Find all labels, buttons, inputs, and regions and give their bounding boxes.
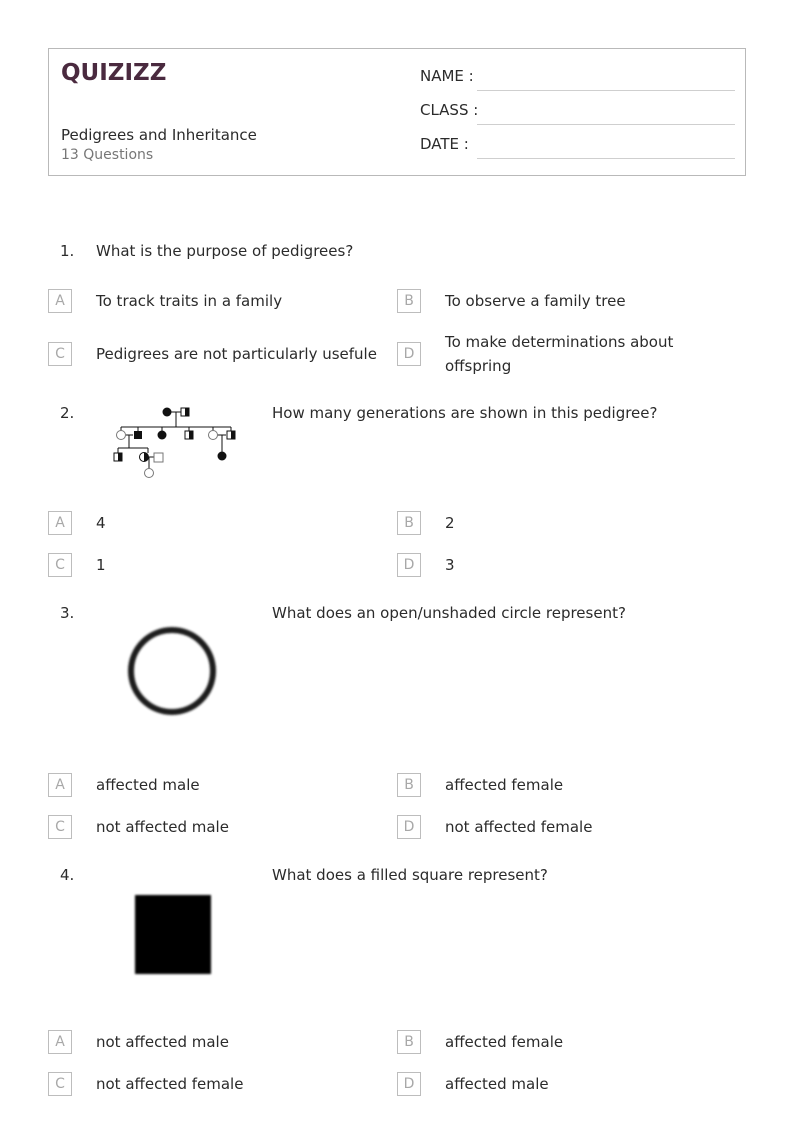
option-letter: C: [48, 815, 72, 839]
option-text: To track traits in a family: [96, 292, 283, 310]
filled-square-image: [112, 876, 232, 994]
option-text: not affected male: [96, 818, 229, 836]
class-field[interactable]: [420, 101, 735, 125]
question-text: How many generations are shown in this pedigree?: [272, 404, 658, 422]
option-letter: B: [397, 1030, 421, 1054]
option-letter: B: [397, 511, 421, 535]
option-letter: A: [48, 511, 72, 535]
option-letter: A: [48, 1030, 72, 1054]
question-text: What is the purpose of pedigrees?: [96, 242, 354, 260]
question-number: 1.: [60, 242, 75, 260]
option-text: To make determinations about offspring: [445, 333, 674, 375]
question-number: 2.: [60, 404, 75, 422]
name-field[interactable]: [420, 67, 735, 91]
option-letter: B: [397, 773, 421, 797]
option-text: not affected male: [96, 1033, 229, 1051]
option-text: affected male: [445, 1075, 549, 1093]
option-letter: C: [48, 342, 72, 366]
option-text: 3: [445, 556, 455, 574]
option-letter: D: [397, 342, 421, 366]
class-line[interactable]: [477, 124, 735, 125]
option-text: 1: [96, 556, 106, 574]
date-label: DATE :: [420, 135, 469, 153]
question-text: What does a filled square represent?: [272, 866, 548, 884]
option-text: Pedigrees are not particularly usefule: [96, 345, 377, 363]
filled-square-symbol: [135, 895, 211, 974]
option-text: affected female: [445, 1033, 564, 1051]
option-letter: A: [48, 773, 72, 797]
option-letter: C: [48, 1072, 72, 1096]
quizizz-logo: QUIZIZZ: [61, 60, 167, 86]
question-text: What does an open/unshaded circle represent?: [272, 604, 626, 622]
option-text: 4: [96, 514, 106, 532]
open-circle-image: [108, 604, 236, 736]
option-text: not affected female: [445, 818, 593, 836]
question-number: 3.: [60, 604, 75, 622]
open-circle-symbol: [131, 630, 213, 712]
date-line[interactable]: [477, 158, 735, 159]
class-label: CLASS :: [420, 101, 479, 119]
affected-female-symbol: [163, 408, 172, 417]
option-letter: D: [397, 553, 421, 577]
pedigree-image: [104, 402, 244, 484]
question-number: 4.: [60, 866, 75, 884]
worksheet-header: [48, 48, 746, 176]
option-letter: D: [397, 815, 421, 839]
worksheet-title: Pedigrees and Inheritance: [61, 126, 257, 144]
option-letter: C: [48, 553, 72, 577]
option-text: affected male: [96, 776, 200, 794]
name-line[interactable]: [477, 90, 735, 91]
option-letter: B: [397, 289, 421, 313]
option-letter: A: [48, 289, 72, 313]
option-text: 2: [445, 514, 455, 532]
question-count: 13 Questions: [61, 147, 154, 163]
option-text: To observe a family tree: [445, 292, 626, 310]
option-text: not affected female: [96, 1075, 244, 1093]
name-label: NAME :: [420, 67, 474, 85]
option-text: affected female: [445, 776, 564, 794]
date-field[interactable]: [420, 135, 735, 159]
option-letter: D: [397, 1072, 421, 1096]
